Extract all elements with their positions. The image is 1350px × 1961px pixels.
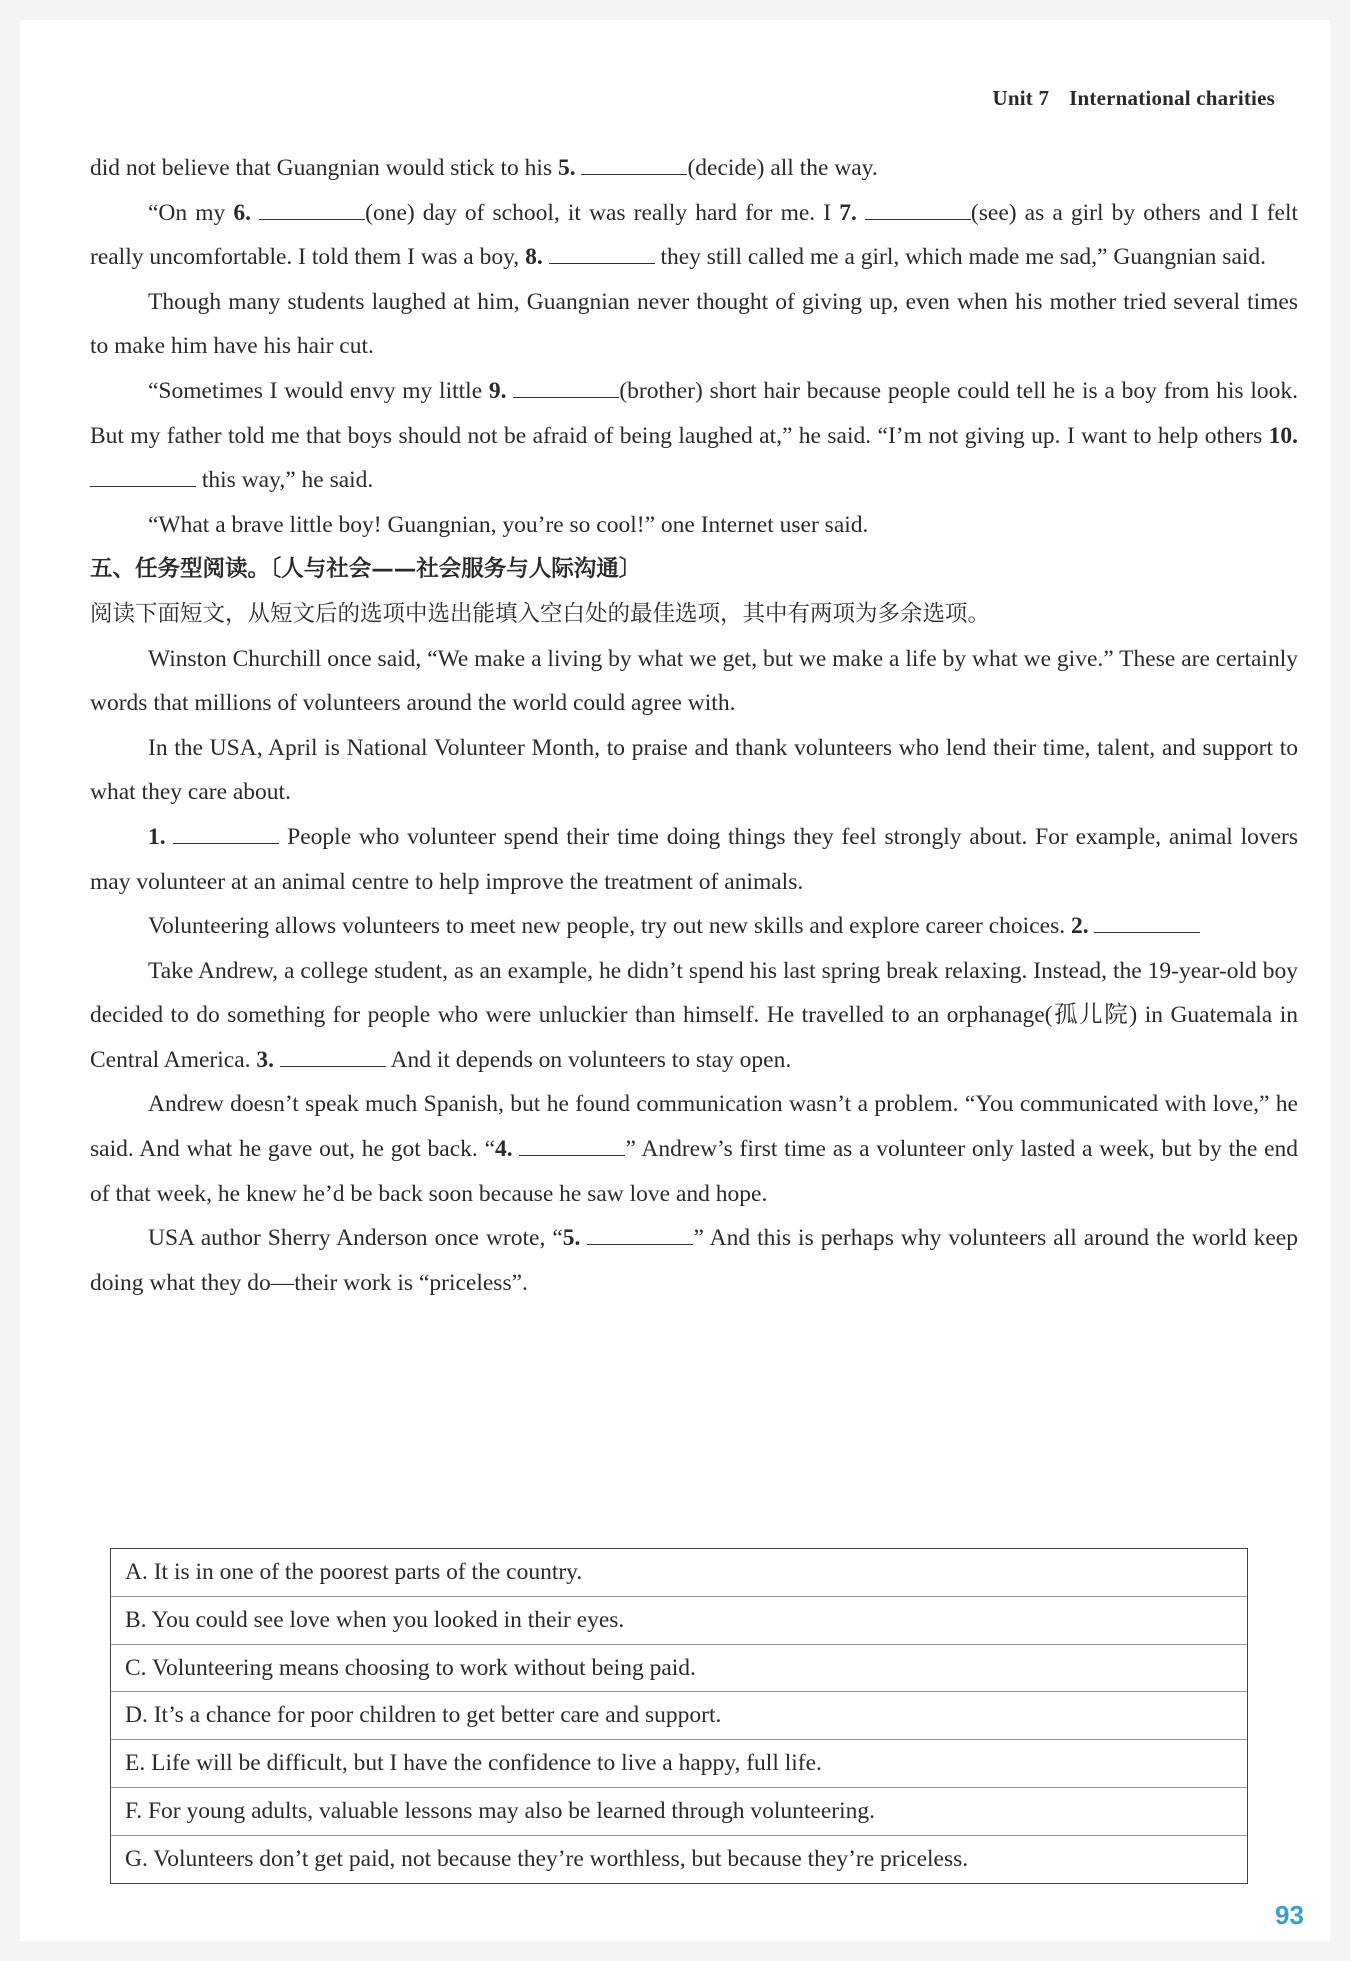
option-c: C. Volunteering means choosing to work without being paid. [111, 1645, 1247, 1693]
blank-number-7: 7. [839, 199, 857, 226]
section-instruction: 阅读下面短文，从短文后的选项中选出能填入空白处的最佳选项，其中有两项为多余选项。 [90, 600, 991, 627]
text: ” Andrew’s first time as a volunteer only lasted a week, but by the end of that week, he knew he’d be back soon because he saw love and hope. [90, 1136, 1299, 1207]
answer-blank-5[interactable] [581, 156, 687, 175]
unit-title: International charities [1069, 86, 1275, 110]
text: Volunteering allows volunteers to meet new people, try out new skills and explore career choices. [148, 913, 1071, 940]
blank-number-1: 1. [148, 823, 166, 850]
text: (see) as a girl by others and I felt really uncomfortable. I told them I was a boy, [90, 199, 1299, 271]
passage-paragraph: Though many students laughed at him, Guangnian never thought of giving up, even when his mother tried several times to make him have his hair cut. [90, 288, 1298, 360]
passage-paragraph-9-10 [90, 369, 1298, 503]
answer-blank-2[interactable] [1094, 914, 1200, 933]
text: ” And this is perhaps why volunteers all around the world keep doing what they do—their work is “priceless”. [90, 1225, 1298, 1296]
text: this way,” he said. [196, 467, 374, 494]
text: (one) day of school, it was really hard for me. I [365, 199, 840, 226]
section-title: 五、任务型阅读。〔人与社会——社会服务与人际沟通〕 [90, 556, 642, 583]
reading-paragraph-3 [90, 949, 1298, 1083]
option-a: A. It is in one of the poorest parts of the country. [111, 1549, 1247, 1597]
reading-paragraph-4 [90, 1082, 1298, 1216]
text: (brother) short hair because people could tell he is a boy from his look. But my father told me that boys should not be afraid of being laughed at,” he said. “I’m not giving up. I want to help others [90, 377, 1299, 449]
blank-number-3: 3. [256, 1046, 275, 1073]
text: Take Andrew, a college student, as an example, he didn’t spend his last spring break relaxing. Instead, the 19-year-old boy decided to do something for people who were unluckier than himself. He travelled to an orphanage(孤儿院) in Guatemala in Central America. [90, 957, 1298, 1073]
options-box [110, 1548, 1248, 1884]
text: People who volunteer spend their time doing things they feel strongly about. For example, animal lovers may volunteer at an animal centre to help improve the treatment of animals. [90, 823, 1298, 895]
answer-blank-7[interactable] [865, 201, 971, 220]
page-number: 93 [1275, 1900, 1304, 1930]
passage-line-5 [90, 146, 1298, 191]
main-content [90, 146, 1298, 1305]
answer-blank-8[interactable] [549, 245, 655, 264]
page [20, 20, 1330, 1941]
option-b: B. You could see love when you looked in their eyes. [111, 1597, 1247, 1645]
text: And it depends on volunteers to stay open. [385, 1046, 792, 1073]
answer-blank-4[interactable] [519, 1137, 625, 1156]
blank-number-5: 5. [557, 155, 576, 181]
answer-blank-6[interactable] [259, 201, 365, 220]
option-d: D. It’s a chance for poor children to get better care and support. [111, 1692, 1247, 1740]
blank-number-5: 5. [562, 1225, 581, 1252]
reading-paragraph-2 [90, 904, 1298, 949]
option-e: E. Life will be difficult, but I have the confidence to live a happy, full life. [111, 1740, 1247, 1788]
reading-paragraph: Winston Churchill once said, “We make a living by what we get, but we make a life by what we give.” These are certainly words that millions of volunteers around the world could agree with. [90, 645, 1298, 717]
unit-label: Unit 7 [992, 86, 1050, 110]
reading-paragraph-5 [90, 1216, 1298, 1305]
text: they still called me a girl, which made me sad,” Guangnian said. [654, 244, 1267, 271]
blank-number-9: 9. [488, 377, 507, 404]
answer-blank-3[interactable] [280, 1048, 386, 1067]
blank-number-4: 4. [495, 1136, 513, 1163]
reading-paragraph: In the USA, April is National Volunteer Month, to praise and thank volunteers who lend their time, talent, and support to what they care about. [90, 734, 1298, 806]
text: Andrew doesn’t speak much Spanish, but he found communication wasn’t a problem. “You communicated with love,” he said. And what he gave out, he got back. “ [90, 1091, 1298, 1163]
blank-number-10: 10. [1268, 422, 1298, 449]
option-f: F. For young adults, valuable lessons may also be learned through volunteering. [111, 1788, 1247, 1836]
answer-blank-10[interactable] [90, 468, 196, 487]
passage-paragraph: “What a brave little boy! Guangnian, you’re so cool!” one Internet user said. [148, 511, 869, 538]
text: USA author Sherry Anderson once wrote, “ [148, 1225, 563, 1252]
answer-blank-5b[interactable] [587, 1226, 693, 1245]
passage-paragraph-6-8 [90, 191, 1298, 280]
answer-blank-9[interactable] [513, 379, 619, 398]
answer-blank-1[interactable] [173, 825, 279, 844]
reading-paragraph-1 [90, 815, 1298, 904]
blank-number-2: 2. [1070, 913, 1089, 940]
text: (decide) all the way. [687, 155, 878, 181]
blank-number-6: 6. [233, 199, 252, 226]
page-header [993, 86, 1275, 111]
option-g: G. Volunteers don’t get paid, not because they’re worthless, but because they’re priceless. [125, 1845, 969, 1872]
text: did not believe that Guangnian would stick to his [90, 155, 558, 181]
text: “On my [148, 199, 234, 226]
blank-number-8: 8. [525, 244, 543, 271]
text: “Sometimes I would envy my little [148, 377, 489, 404]
